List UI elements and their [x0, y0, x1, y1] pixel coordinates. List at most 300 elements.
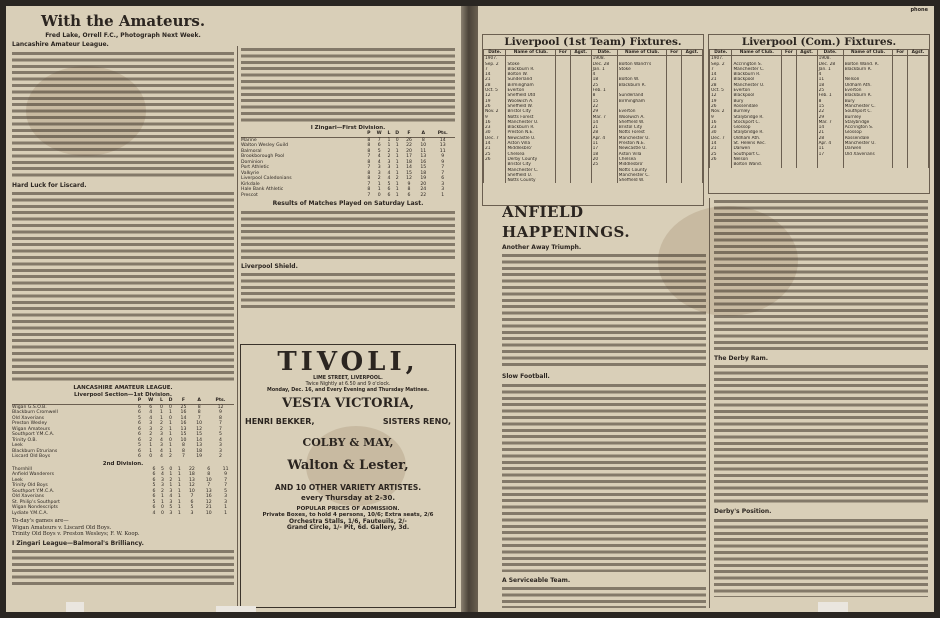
table-cell: Stalybridge R.	[732, 130, 782, 135]
table-row	[12, 511, 234, 517]
table-cell: 8	[367, 187, 371, 193]
table-header-cell: P	[365, 131, 373, 137]
table-cell: 5	[152, 483, 156, 489]
table-cell: 1	[169, 483, 173, 489]
table-cell: 3	[159, 443, 163, 449]
table-cell: Sheffield W.	[506, 104, 556, 109]
table-cell: 1	[395, 165, 399, 171]
club-name-cell: Port Athletic	[241, 165, 270, 171]
table-cell: 21	[591, 125, 617, 130]
table-cell: 1	[160, 499, 164, 505]
table-cell: 6	[152, 466, 156, 472]
club-name-cell: Blackburn Etrurians	[12, 448, 58, 454]
table-cell: 4	[149, 410, 153, 416]
table-cell: 3	[377, 170, 381, 176]
table-cell: 2	[169, 454, 172, 460]
table-cell: 11	[591, 141, 617, 146]
table-cell: 26	[484, 104, 506, 109]
table-cell: 19	[196, 454, 203, 460]
club-name-cell: Liverpool Caledonians	[241, 176, 292, 182]
table-cell: 12	[188, 483, 195, 489]
table-cell: Woolwich A.	[506, 99, 556, 104]
table-cell: 0	[169, 415, 172, 421]
table-cell: 26	[406, 137, 412, 143]
table-cell: 1	[177, 488, 181, 494]
article-body-text	[502, 382, 706, 572]
table-cell: 9	[710, 115, 732, 120]
table-cell: 13	[188, 477, 195, 483]
table-cell: Blackburn R.	[617, 83, 667, 88]
table-cell: Stoke	[617, 67, 667, 72]
table-cell	[591, 178, 617, 183]
table-cell: 21	[710, 77, 732, 82]
table-cell: Apr. 4	[591, 136, 617, 141]
table-cell: 20	[591, 157, 617, 162]
table-cell: Blackburn R.	[506, 125, 556, 130]
table-cell: 8	[817, 99, 843, 104]
table-cell: 6	[387, 187, 391, 193]
table-cell: 16	[205, 494, 212, 500]
table-cell: 11	[420, 148, 427, 154]
table-cell: 2	[387, 154, 391, 160]
table-cell: 3	[149, 421, 153, 427]
table-cell: 2	[169, 477, 173, 483]
amateurs-column-2	[241, 46, 455, 340]
table-cell: 1	[177, 494, 181, 500]
table-cell: Stockport C.	[732, 120, 782, 125]
table-cell: 6	[137, 404, 141, 410]
table-cell: 0	[169, 437, 172, 443]
article-subheading: Derby's Position.	[714, 508, 772, 516]
todays-games-line: To-day's games are—	[12, 518, 69, 525]
zingari-table-title: I Zingari—First Division.	[310, 125, 386, 131]
table-cell: Nov. 2	[484, 109, 506, 114]
table-cell: 3	[169, 510, 173, 516]
table-cell: 25	[817, 88, 843, 93]
table-cell: 6	[377, 143, 381, 149]
table-cell: 7	[182, 454, 185, 460]
table-cell: Stalybridge R.	[732, 115, 782, 120]
table-cell: Bristol City	[506, 162, 556, 167]
table-cell: 4	[219, 437, 222, 443]
table-cell: Jan. 1	[591, 67, 617, 72]
table-cell: 1	[169, 472, 173, 478]
table-cell: 7	[441, 165, 445, 171]
article-body-text	[714, 517, 928, 597]
table-header-cell: F	[176, 398, 192, 404]
table-cell: 13	[439, 143, 446, 149]
table-cell: 14	[817, 125, 843, 130]
table-cell: Manchester C.	[732, 67, 782, 72]
table-cell: 19	[420, 176, 427, 182]
table-cell: Dec. 28	[591, 62, 617, 67]
table-cell: Birmingham	[506, 83, 556, 88]
table-cell: 21	[817, 130, 843, 135]
table-cell: Manchester U.	[732, 83, 782, 88]
table-cell: 1	[395, 192, 399, 198]
section-headline: ANFIELD HAPPENINGS.	[502, 203, 631, 241]
table-cell: Stalybridge	[843, 120, 893, 125]
table-cell: Everton	[617, 109, 667, 114]
table-cell: Mar. 7	[817, 120, 843, 125]
table-cell: Manchester C.	[617, 173, 667, 178]
table-cell: St. Helens Rec.	[732, 141, 782, 146]
club-name-cell: Hale Bank Athletic	[241, 187, 284, 193]
table-cell: 14	[196, 437, 203, 443]
table-cell: 7	[484, 67, 506, 72]
table-cell: 1	[169, 410, 172, 416]
table-cell: Bury	[732, 99, 782, 104]
table-cell: 3	[377, 165, 381, 171]
table-cell: 12	[406, 176, 412, 182]
table-cell: 3	[149, 426, 153, 432]
table-cell: Manchester C.	[506, 168, 556, 173]
combination-fixtures	[708, 34, 930, 194]
table-cell	[782, 162, 797, 167]
table-header-cell: D	[165, 398, 175, 404]
table-cell: 16	[180, 410, 187, 416]
table-cell: 1907.	[710, 56, 732, 62]
table-cell: 1	[177, 483, 181, 489]
table-cell: 4	[159, 454, 163, 460]
table-cell: 20	[420, 181, 427, 187]
club-name-cell: St. Philip's Southport	[12, 499, 60, 505]
table-cell: 5	[219, 432, 222, 438]
table-header-cell: Agst.	[570, 50, 591, 56]
table-cell: 11	[817, 146, 843, 151]
table-cell: 17	[817, 152, 843, 157]
table-cell: Notts County	[617, 168, 667, 173]
table-cell: 3	[190, 510, 194, 516]
table-cell: Dec. 7	[484, 136, 506, 141]
table-cell: 15	[591, 99, 617, 104]
article-subheading: I Zingari League—Balmoral's Brilliancy.	[12, 539, 144, 547]
table-cell: Birmingham	[617, 99, 667, 104]
table-cell: 2	[149, 437, 153, 443]
table-cell: 19	[710, 99, 732, 104]
table-cell: 7	[367, 181, 371, 187]
table-cell: 23	[710, 125, 732, 130]
table-cell: 7	[441, 170, 445, 176]
table-cell: 15	[420, 165, 427, 171]
table-header-cell: Date.	[591, 50, 617, 56]
table-cell: Dec. 7	[710, 136, 732, 141]
table-cell: 1	[169, 426, 172, 432]
table-cell: Bolton Wand. R.	[843, 62, 893, 67]
table-header-cell: A	[191, 398, 207, 404]
table-cell: Sunderland	[617, 93, 667, 98]
advert-line: Monday, Dec. 16, and Every Evening and Thursday Matinee.	[267, 387, 429, 393]
club-name-cell: Liscard Old Boys	[12, 454, 51, 460]
club-name-cell: Anfield Wanderers	[12, 472, 55, 478]
table-cell: Darwen	[843, 146, 893, 151]
table-cell: 28	[484, 83, 506, 88]
advert-prices-title: POPULAR PRICES OF ADMISSION.	[296, 506, 400, 513]
league-table-division-2	[12, 467, 234, 517]
club-name-cell: Balmoral	[241, 148, 262, 154]
table-cell: 6	[137, 421, 141, 427]
club-name-cell: Prescot	[241, 192, 258, 198]
table-cell: 29	[817, 115, 843, 120]
table-cell: Sheffield W.	[617, 120, 667, 125]
advert-headliner: VESTA VICTORIA,	[282, 396, 414, 412]
article-body-text	[12, 50, 234, 180]
table-row	[241, 193, 455, 199]
table-cell: 14	[180, 415, 187, 421]
table-cell: 8	[182, 443, 185, 449]
table-cell: Bristol City	[617, 125, 667, 130]
table-header-cell: D	[393, 131, 402, 137]
table-cell: 6	[152, 505, 156, 511]
table-cell: 0	[377, 192, 381, 198]
table-cell: 18	[817, 83, 843, 88]
table-cell: 11	[817, 77, 843, 82]
todays-games-line: Wigan Amateurs v. Liscard Old Boys.	[12, 524, 112, 531]
table-cell: 10	[180, 437, 187, 443]
table-cell: 6	[152, 477, 156, 483]
table-cell: 28	[710, 83, 732, 88]
table-cell: 1	[169, 448, 172, 454]
club-name-cell: Kirkdale	[241, 181, 260, 187]
club-name-cell: Southport Y.M.C.A.	[12, 432, 55, 438]
table-cell: 1	[377, 181, 381, 187]
table-cell: 10	[205, 477, 212, 483]
table-cell: 15	[406, 170, 412, 176]
table-cell: Darwen	[732, 146, 782, 151]
table-cell: 8	[197, 410, 201, 416]
table-cell: 3	[387, 159, 391, 165]
table-cell: Notts Forest	[506, 115, 556, 120]
table-cell: 18	[188, 472, 195, 478]
table-cell: 4	[377, 159, 381, 165]
table-header-cell: Pts.	[430, 131, 455, 137]
table-cell: Bolton W.	[617, 77, 667, 82]
table-cell: 17	[406, 154, 412, 160]
article-subheading: Slow Football.	[502, 373, 550, 381]
table-cell: 6	[387, 192, 391, 198]
table-cell: 6	[152, 494, 156, 500]
table-cell: 2	[160, 488, 164, 494]
table-cell: 6	[137, 426, 141, 432]
left-page	[6, 6, 461, 612]
table-cell: Nov. 2	[710, 109, 732, 114]
table-header-cell: For	[667, 50, 682, 56]
advert-extra: AND 10 OTHER VARIETY ARTISTES.	[274, 483, 422, 493]
table-cell: 14	[710, 141, 732, 146]
table-cell: 14	[484, 141, 506, 146]
article-subheading: A Serviceable Team.	[502, 576, 571, 584]
table-cell: 1	[387, 137, 391, 143]
table-row	[710, 162, 929, 167]
table-cell: 22	[188, 466, 195, 472]
advert-address: LIME STREET, LIVERPOOL.	[313, 376, 383, 381]
table-cell: Feb. 1	[817, 93, 843, 98]
club-name-cell: Trinity Old Boys	[12, 483, 48, 489]
article-subheading: Liverpool Shield.	[241, 262, 298, 270]
table-cell: Blackburn R.	[843, 67, 893, 72]
table-cell: 21	[710, 146, 732, 151]
table-header-cell: For	[556, 50, 571, 56]
table-cell: 1	[177, 472, 181, 478]
table-cell: 1	[159, 415, 163, 421]
club-name-cell: Leek	[12, 443, 23, 449]
table-cell: 9	[441, 159, 445, 165]
table-cell: Rossendale	[843, 136, 893, 141]
table-cell: 6	[407, 192, 411, 198]
table-cell: 12	[217, 404, 224, 410]
table-header-cell: For	[893, 50, 908, 56]
table-cell: 6	[137, 454, 141, 460]
table-cell: 3	[219, 443, 222, 449]
table-header-cell: For	[782, 50, 797, 56]
table-cell: 14	[710, 72, 732, 77]
table-cell: Oct. 5	[484, 88, 506, 93]
table-cell: Middlesbro'	[506, 146, 556, 151]
table-cell: 1	[177, 499, 181, 505]
anfield-column-2	[714, 198, 928, 608]
table-cell: 18	[406, 159, 412, 165]
table-cell: Newcastle U.	[617, 146, 667, 151]
table-cell: 21	[205, 505, 212, 511]
fixtures-title: Liverpool (Com.) Fixtures.	[741, 36, 897, 48]
table-cell: 15	[817, 104, 843, 109]
table-header-cell: W	[144, 398, 158, 404]
table-cell: 1	[177, 466, 181, 472]
table-cell: 6	[137, 432, 141, 438]
table-cell: 4	[377, 154, 381, 160]
table-cell: 1	[395, 170, 399, 176]
table-cell: 9	[219, 410, 222, 416]
page-tear	[66, 602, 84, 612]
table-cell: 0	[159, 404, 163, 410]
table-cell: Bolton W.	[506, 72, 556, 77]
league-table-title: LANCASHIRE AMATEUR LEAGUE.	[73, 385, 173, 392]
table-cell: 1	[169, 421, 172, 427]
table-cell: 3	[169, 499, 173, 505]
table-cell: 5	[137, 415, 141, 421]
table-cell: 1	[149, 448, 153, 454]
table-cell: 1	[395, 143, 399, 149]
table-cell: Manchester U.	[617, 136, 667, 141]
column-rule	[709, 198, 710, 608]
table-cell: 1	[387, 143, 391, 149]
table-cell: 15	[196, 432, 203, 438]
table-cell: Glossop	[732, 125, 782, 130]
league-table	[12, 398, 234, 460]
table-cell: 1	[160, 494, 164, 500]
table-cell	[570, 178, 591, 183]
club-name-cell: Blackburn Cromwell	[12, 410, 58, 416]
book-gutter	[461, 6, 478, 612]
table-cell: 1	[177, 510, 181, 516]
table-cell: 3	[160, 483, 164, 489]
table-cell: 11	[222, 466, 229, 472]
table-cell: 13	[420, 154, 427, 160]
table-cell: 0	[149, 454, 153, 460]
table-cell: 1	[395, 187, 399, 193]
table-cell: 3	[219, 448, 222, 454]
table-cell: Sunderland	[506, 77, 556, 82]
table-cell	[710, 162, 732, 167]
table-cell: 16	[710, 120, 732, 125]
table-cell: 0	[160, 505, 164, 511]
table-cell: 28	[817, 136, 843, 141]
table-cell: Apr. 4	[817, 141, 843, 146]
table-cell: 16	[180, 421, 187, 427]
table-cell: 7	[197, 415, 201, 421]
table-cell: 0	[160, 510, 164, 516]
table-cell: 3	[169, 488, 173, 494]
table-cell: 12	[710, 93, 732, 98]
club-name-cell: Preston Wesley	[12, 421, 47, 427]
table-cell: 7	[207, 483, 211, 489]
table-cell: 29	[591, 109, 617, 114]
table-row	[12, 454, 234, 460]
table-cell: Everton	[843, 88, 893, 93]
table-cell: 25	[180, 404, 187, 410]
table-cell: 6	[152, 488, 156, 494]
table-header-cell: F	[402, 131, 416, 137]
table-header-cell: Date.	[710, 50, 732, 56]
article-subheading: Results of Matches Played on Saturday Last.	[272, 200, 424, 208]
table-cell: 13	[180, 426, 187, 432]
table-cell: 20	[406, 148, 412, 154]
table-cell: 1	[395, 181, 399, 187]
table-cell: 1	[395, 159, 399, 165]
club-name-cell: Thornhill	[12, 466, 32, 472]
table-cell: 14	[439, 137, 446, 143]
table-cell: Manchester U.	[506, 120, 556, 125]
table-cell: 8	[407, 187, 411, 193]
table-cell: Burnley	[843, 115, 893, 120]
table-cell: Sheffield U.	[506, 173, 556, 178]
table-cell: 3	[160, 477, 164, 483]
article-subheading: Another Away Triumph.	[502, 244, 582, 251]
table-cell: 21	[484, 77, 506, 82]
table-cell: 25	[591, 162, 617, 167]
club-name-cell: Wigan G.S.O.B.	[12, 404, 47, 410]
table-cell	[796, 162, 817, 167]
club-name-cell: Valkyrie	[241, 170, 260, 176]
club-name-cell: Old Xaverians	[12, 494, 45, 500]
table-cell: 0	[169, 404, 172, 410]
table-cell: Aston Villa	[617, 152, 667, 157]
table-cell: 17	[591, 146, 617, 151]
table-cell: 1	[395, 154, 399, 160]
table-cell: 7	[377, 137, 381, 143]
table-cell: 1	[149, 443, 153, 449]
table-cell: Jan. 1	[817, 67, 843, 72]
table-cell: 7	[224, 483, 228, 489]
table-cell: 4	[591, 72, 617, 77]
advert-act: HENRI BEKKER,	[245, 417, 315, 427]
table-cell: 3	[441, 187, 445, 193]
table-header-cell: Agst.	[681, 50, 702, 56]
table-cell: 4	[387, 176, 391, 182]
table-cell: 21	[484, 146, 506, 151]
table-cell: 7	[219, 421, 222, 427]
table-header-cell: L	[385, 131, 392, 137]
table-cell: Everton	[732, 88, 782, 93]
club-name-cell: Southport Y.M.C.A.	[12, 488, 55, 494]
table-cell: 4	[160, 472, 164, 478]
corner-label: phone	[910, 7, 928, 13]
club-name-cell: Leek	[12, 477, 23, 483]
table-cell: Accrington S.	[843, 125, 893, 130]
table-cell: 4	[169, 494, 173, 500]
table-cell: 12	[205, 499, 212, 505]
table-row	[484, 178, 703, 183]
